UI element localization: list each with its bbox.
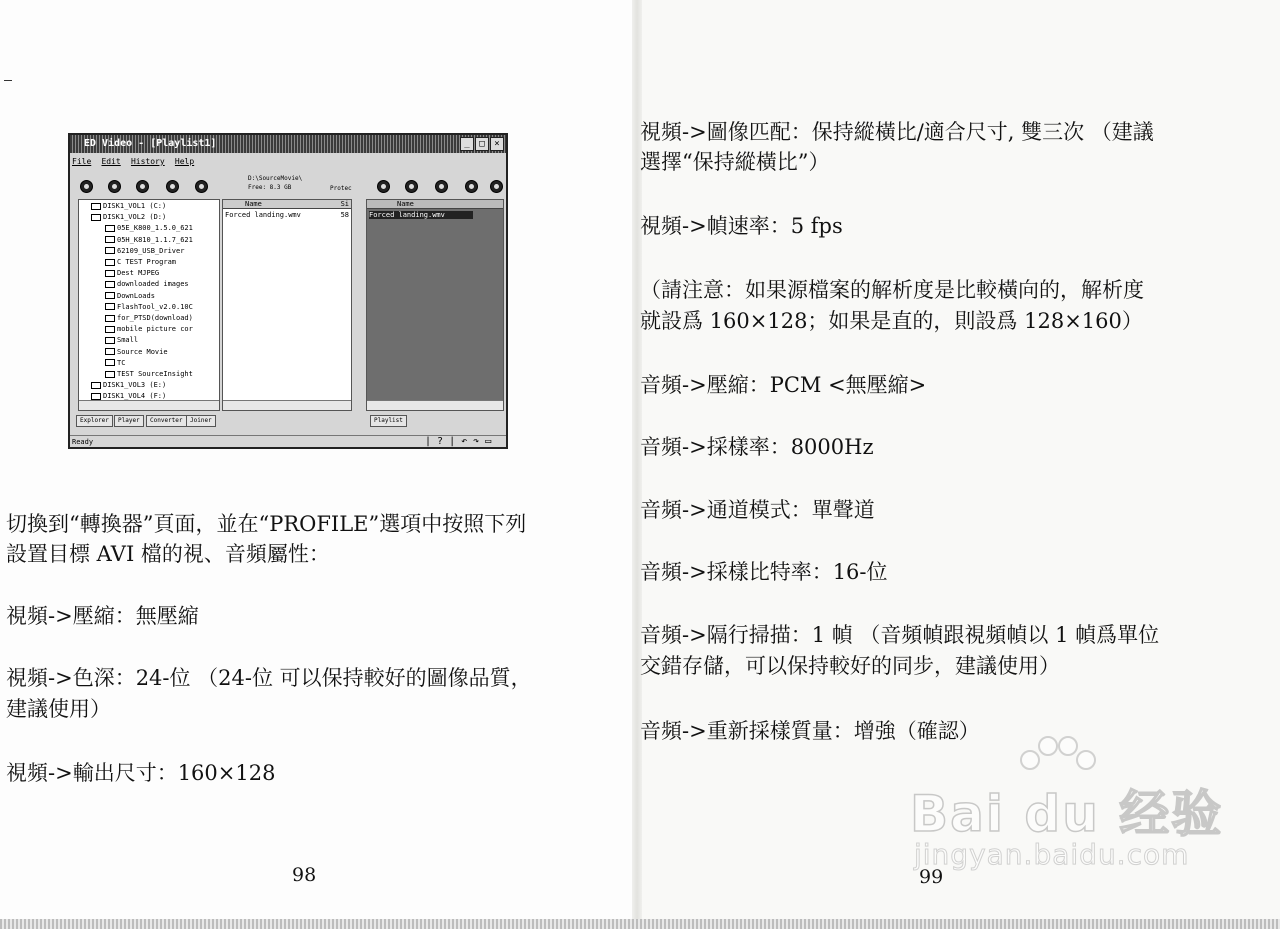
- left-page-number: 98: [292, 864, 317, 886]
- tree-item-label: Small: [117, 336, 139, 345]
- right-line-10: 音頻->隔行掃描：1 幀 （音頻幀跟視頻幀以 1 幀爲單位: [640, 623, 1160, 647]
- tree-item: [105, 258, 176, 267]
- file-header-size: Si: [340, 200, 349, 208]
- tree-item: [91, 202, 166, 211]
- folder-icon: [105, 337, 115, 344]
- app-screenshot: [68, 133, 508, 449]
- file-row: [225, 211, 349, 219]
- minimize-icon: _: [460, 137, 474, 151]
- tab-joiner: Joiner: [186, 415, 216, 427]
- left-line-6: 視頻->輸出尺寸：160×128: [6, 761, 276, 785]
- bottom-tabs: [76, 415, 226, 427]
- tree-item-label: DownLoads: [117, 291, 155, 300]
- watermark-brand: Bai du 经验: [910, 785, 1224, 843]
- watermark-url: jingyan.baidu.com: [914, 838, 1190, 871]
- tree-scrollbar: [79, 400, 219, 410]
- app-menubar: [72, 157, 200, 167]
- left-line-5: 建議使用）: [6, 697, 111, 721]
- tree-item-label: 62109_USB_Driver: [117, 246, 185, 255]
- tree-item: [105, 325, 193, 334]
- toolbar-icon-8: [435, 180, 448, 193]
- folder-icon: [105, 348, 115, 355]
- scan-bottom-edge: [0, 919, 1280, 929]
- folder-icon: [105, 247, 115, 254]
- protect-label: Protec: [330, 185, 352, 192]
- app-titlebar: [70, 135, 506, 153]
- status-bar: [70, 435, 506, 448]
- folder-icon: [105, 315, 115, 322]
- menu-history: History: [130, 157, 165, 166]
- folder-icon: [105, 270, 115, 277]
- right-line-4: （請注意：如果源檔案的解析度是比較橫向的，解析度: [640, 278, 1144, 302]
- left-line-3: 視頻->壓縮：無壓縮: [6, 604, 199, 628]
- right-line-11: 交錯存儲，可以保持較好的同步，建議使用）: [640, 654, 1060, 678]
- tab-explorer: Explorer: [76, 415, 113, 427]
- tree-item: [105, 314, 193, 323]
- tree-item-label: DISK1_VOL3 (E:): [103, 381, 167, 390]
- margin-mark: [4, 80, 12, 81]
- right-line-9: 音頻->採樣比特率：16-位: [640, 560, 888, 584]
- toolbar-icon-1: [80, 180, 93, 193]
- toolbar-icon-2: [108, 180, 121, 193]
- tree-item-label: for_PTSD(download): [117, 314, 193, 322]
- toolbar-icon-5: [195, 180, 208, 193]
- folder-icon: [91, 203, 101, 210]
- tree-item: [105, 236, 193, 245]
- playlist-scrollbar: [367, 400, 503, 410]
- file-list: [222, 199, 352, 411]
- close-icon: ×: [490, 137, 504, 151]
- folder-icon: [91, 214, 101, 221]
- maximize-icon: □: [475, 137, 489, 151]
- file-scrollbar: [223, 400, 351, 410]
- toolbar-icon-9: [465, 180, 478, 193]
- file-header-name: Name: [245, 200, 262, 208]
- folder-icon: [105, 259, 115, 266]
- tree-item-label: TEST SourceInsight: [117, 370, 193, 378]
- tree-item: [105, 280, 189, 289]
- toolbar-icon-3: [136, 180, 149, 193]
- right-line-6: 音頻->壓縮：PCM <無壓縮>: [640, 373, 927, 397]
- folder-icon: [105, 292, 115, 299]
- left-line-1: 切換到“轉換器”頁面，並在“PROFILE”選項中按照下列: [6, 512, 527, 536]
- folder-icon: [105, 359, 115, 366]
- tree-item: [105, 292, 155, 301]
- path-label: D:\SourceMovie\: [248, 175, 303, 182]
- app-title: ED Video - [Playlist1]: [84, 138, 217, 149]
- tree-item: [105, 247, 184, 256]
- file-size: 58: [340, 211, 349, 219]
- tree-item-label: mobile picture cor: [117, 325, 193, 334]
- tree-item: [105, 336, 138, 345]
- folder-icon: [105, 303, 115, 310]
- right-line-2: 選擇“保持縱橫比”）: [640, 150, 830, 174]
- tree-item-label: C TEST Program: [117, 258, 177, 266]
- tree-item-label: DISK1_VOL4 (F:): [103, 392, 167, 401]
- tree-item: [105, 370, 193, 379]
- tree-item-label: 05E_K800_1.5.0_621: [117, 224, 193, 233]
- right-page-number: 99: [919, 866, 944, 888]
- left-line-2: 設置目標 AVI 檔的視、音頻屬性：: [6, 542, 330, 566]
- tree-item-label: Dest MJPEG: [117, 269, 160, 278]
- left-line-4: 視頻->色深：24-位 （24-位 可以保持較好的圖像品質，: [6, 666, 532, 690]
- folder-tree: [78, 199, 220, 411]
- tab-player: Player: [114, 415, 144, 427]
- folder-icon: [91, 393, 101, 400]
- right-line-5: 就設爲 160×128；如果是直的，則設爲 128×160）: [640, 309, 1143, 333]
- file-name: Forced landing.wmv: [225, 211, 301, 219]
- tree-item: [105, 359, 125, 368]
- right-line-1: 視頻->圖像匹配：保持縱橫比/適合尺寸, 雙三次 （建議: [640, 120, 1154, 144]
- right-line-7: 音頻->採樣率：8000Hz: [640, 435, 874, 459]
- baidu-watermark: [900, 730, 1230, 880]
- playlist-item: [369, 211, 473, 219]
- right-line-8: 音頻->通道模式：單聲道: [640, 498, 875, 522]
- tree-item-label: 05H_K810_1.1.7_621: [117, 235, 193, 244]
- menu-help: Help: [174, 157, 195, 166]
- playlist-header: [367, 200, 503, 209]
- folder-icon: [105, 281, 115, 288]
- right-line-3: 視頻->幀速率：5 fps: [640, 214, 843, 238]
- folder-icon: [91, 382, 101, 389]
- playlist-panel: [366, 199, 504, 411]
- tree-item-label: DISK1_VOL2 (D:): [103, 213, 167, 222]
- tree-item-label: FlashTool_v2.0.10C: [117, 302, 193, 311]
- playlist-item-name: Forced landing.wmv: [369, 211, 445, 219]
- menu-file: File: [72, 157, 92, 166]
- folder-icon: [105, 225, 115, 232]
- tree-item-label: downloaded images: [117, 280, 189, 289]
- tree-item: [105, 303, 193, 312]
- tree-item-label: Source Movie: [117, 347, 168, 356]
- folder-icon: [105, 371, 115, 378]
- status-text: Ready: [72, 438, 94, 446]
- tree-item: [105, 224, 193, 233]
- toolbar-icon-6: [377, 180, 390, 193]
- tree-item-label: DISK1_VOL1 (C:): [103, 202, 167, 210]
- toolbar-icon-4: [166, 180, 179, 193]
- file-list-header: [223, 200, 351, 209]
- tree-item-label: TC: [117, 358, 126, 367]
- status-icons: | ? | ↶ ↷ ▭: [425, 436, 492, 447]
- tab-converter: Converter: [146, 415, 187, 427]
- toolbar-icon-10: [490, 180, 503, 193]
- tree-item: [91, 381, 166, 390]
- toolbar-icon-7: [405, 180, 418, 193]
- tab-playlist: Playlist: [370, 415, 407, 427]
- tree-item: [105, 348, 168, 357]
- right-line-12: 音頻->重新採樣質量：增強（確認）: [640, 719, 980, 743]
- tree-item: [91, 213, 166, 222]
- folder-icon: [105, 236, 115, 243]
- free-space-label: Free: 8.3 GB: [248, 184, 292, 191]
- menu-edit: Edit: [101, 157, 121, 166]
- playlist-header-name: Name: [397, 200, 414, 208]
- folder-icon: [105, 326, 115, 333]
- tree-item: [105, 269, 159, 278]
